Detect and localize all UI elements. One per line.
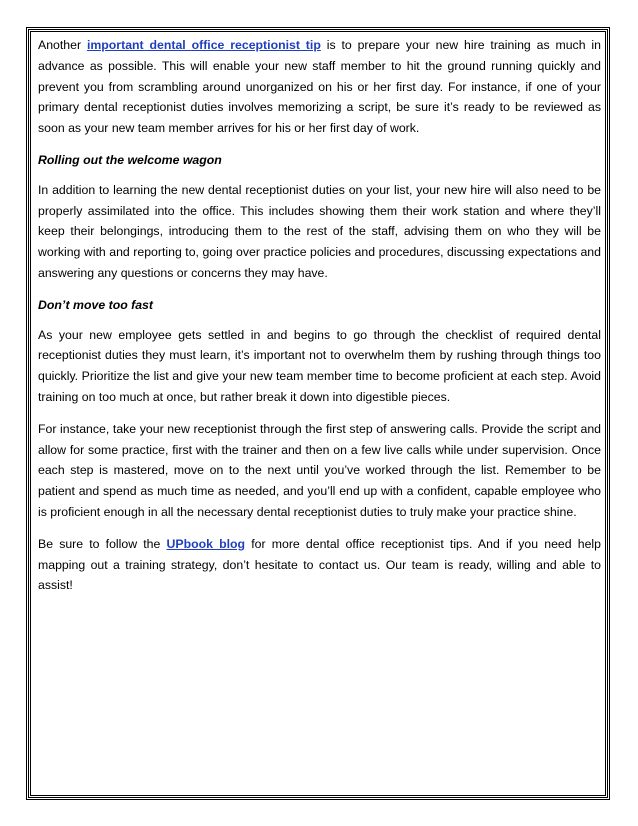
dental-tip-link[interactable]: important dental office receptionist tip: [86, 38, 321, 52]
paragraph-training-prep: [38, 35, 601, 139]
heading-welcome-wagon: Rolling out the welcome wagon: [38, 152, 222, 167]
paragraph-1-rest: is to prepare your new hire training as much in advance as possible. This will enable your new staff member to hit the ground running quickly and prevent you from scrambling around unorganized on his or her first day. For instance, if one of your primary dental receptionist duties involves memorizing a script, be sure it’s ready to be reviewed as soon as your new team member arrives for his or her first day of work.: [38, 38, 601, 136]
paragraph-5-rest: for more dental office receptionist tips. And if you need help mapping out a training strategy, don’t hesitate to contact us. Our team is ready, willing and able to assist!: [38, 536, 601, 593]
paragraph-assimilation: In addition to learning the new dental receptionist duties on your list, your new hire will also need to be properly assimilated into the office. This includes showing them their work station and where they’ll keep their belongings, introducing them to the rest of the staff, advising them on who they will be working with and reporting to, going over practice policies and procedures, discussing expectations and answering any questions or concerns they may have.: [38, 182, 601, 280]
paragraph-pacing: As your new employee gets settled in and begins to go through the checklist of required dental receptionist duties they must learn, it’s important not to overwhelm them by rushing through things too quickly. Prioritize the list and give your new team member time to become proficient at each step. Avoid training on too much at once, but rather break it down into digestible pieces.: [38, 327, 601, 404]
document-body: [38, 35, 601, 607]
paragraph-5-lead: Be sure to follow the: [38, 536, 167, 551]
paragraph-1-lead: Another: [38, 38, 87, 52]
upbook-blog-link[interactable]: UPbook blog: [166, 536, 246, 551]
paragraph-example-calls: For instance, take your new receptionist through the first step of answering calls. Provide the script and allow for some practice, first with the trainer and then on a few live calls while under supervision. Once each step is mastered, move on to the next until you’ve worked through the list. Remember to be patient and spend as much time as needed, and you’ll end up with a confident, capable employee who is proficient enough in all the necessary dental receptionist duties to truly make your practice shine.: [38, 421, 601, 519]
heading-dont-move-fast: Don’t move too fast: [38, 297, 153, 312]
paragraph-closing: [38, 534, 601, 596]
